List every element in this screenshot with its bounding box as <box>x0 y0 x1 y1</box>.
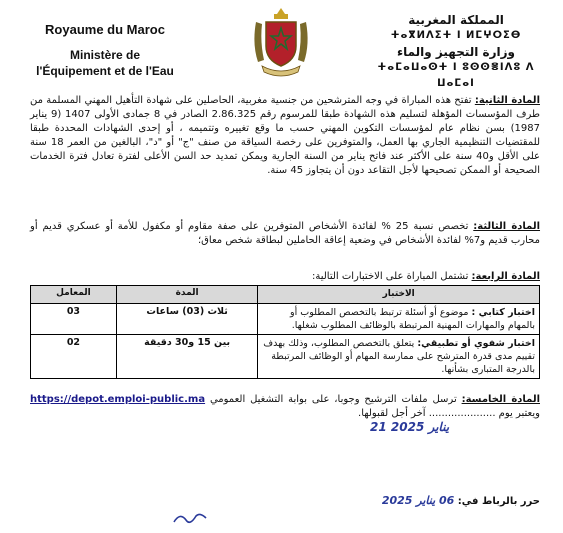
ministry-tifinagh: ⵜⴰⵎⴰⵡⴰⵙⵜ ⵏ ⵓⵙⵙⴻⵏⴷⵓ ⴷ ⵡⴰⵎⴰⵏ <box>377 62 535 89</box>
place-date-handwritten: 06 يناير 2025 <box>381 494 455 507</box>
article-3-title: المادة الثالثة: <box>473 221 541 232</box>
test-label: اختبار كتابي : <box>471 307 535 318</box>
article-5-title: المادة الخامسة: <box>461 394 540 405</box>
article-4-title: المادة الرابعة: <box>471 271 540 282</box>
article-5-text-before: ترسل ملفات الترشيح وجوبا، على بوابة التشغيل العمومي <box>209 394 457 405</box>
cell-test <box>258 304 540 335</box>
table-row <box>31 304 540 335</box>
ministry-fr-line1: Ministère de <box>69 48 141 62</box>
cell-duration: ثلاث (03) ساعات <box>116 304 258 335</box>
kingdom-fr: Royaume du Maroc <box>45 22 165 37</box>
header-left <box>30 22 180 79</box>
test-description: يتعلق بالتخصص المطلوب، وذلك بهدف تقييم مدى قدرة المترشح على ممارسة المهام أو الوظائف المرتبطة بالدرجة المتبارى بشأنها. <box>263 338 535 375</box>
cell-duration: بين 15 و30 دقيقة <box>116 335 258 379</box>
kingdom-ar: المملكة المغربية <box>408 13 504 27</box>
ministry-fr-line2: l'Équipement et de l'Eau <box>36 64 174 78</box>
exams-table-header <box>31 286 540 304</box>
ministry-ar: وزارة التجهيز والماء <box>396 45 516 59</box>
test-description: موضوع أو أسئلة ترتبط بالتخصص المطلوب أو بالمهام والمهارات المهنية المرتبطة بالوظائف المطلوب شغلها. <box>290 307 535 331</box>
article-4-text: تشتمل المباراة على الاختبارات التالية: <box>311 271 469 282</box>
article-3 <box>30 220 540 248</box>
header-duration: المدة <box>116 286 258 304</box>
exams-table <box>30 285 540 379</box>
header-coefficient: المعامل <box>31 286 117 304</box>
cell-coefficient: 02 <box>31 335 117 379</box>
header-right <box>371 12 541 92</box>
test-label: اختبار شفوي أو تطبيقي: <box>417 338 535 349</box>
table-row <box>31 335 540 379</box>
article-3-text: تخصص نسبة 25 % لفائدة الأشخاص المتوفرين على صفة مقاوم أو مكفول للأمة أو عسكري قديم أو محارب قديم و7% لفائدة الأشخاص في وضعية إعاقة الحاملين لبطاقة شخص معاق؛ <box>30 221 540 246</box>
place-date-prefix: حرر بالرباط في: <box>457 496 540 507</box>
coat-of-arms-icon <box>248 4 314 78</box>
cell-coefficient: 03 <box>31 304 117 335</box>
article-5-text-after: ويعتبر يوم ..................... آخر أجل لقبولها. <box>358 408 540 419</box>
cell-test <box>258 335 540 379</box>
article-2 <box>30 94 540 178</box>
article-2-text: تفتح هذه المباراة في وجه المترشحين من جنسية مغربية، الحاصلين على شهادة التأهيل المهني المسلمة من طرف المؤسسات المؤهلة لتسليم هذه الشهادة طبقا للمرسوم رقم 2.86.325 الصادر في 8 جمادى الأولى 1407 (9 يناير 1987) بسن نظام عام لمؤسسات التكوين المهني حسب ما وقع تغييره وتتميمه ، أو إحدى الشهادات المحددة طبقا للمقتضيات التنظيمية الجاري بها العمل، والمتوفرين على رخصة السياقة من صنف "ج" أو "د"، البالغين من العمر 18 سنة على الأقل و40 سنة على الأكثر عند فاتح يناير من السنة الجارية ويمكن تمديد حد السن الأعلى لفترة تعادل فترة الخدمات الصحيحة أو الممكن تصحيحها لأجل التقاعد دون أن يتجاوز 45 سنة. <box>30 95 541 176</box>
article-2-title: المادة الثانية: <box>474 95 540 106</box>
article-4 <box>30 270 540 284</box>
employment-portal-link[interactable]: https://depot.emploi-public.ma <box>30 394 206 405</box>
kingdom-tifinagh: ⵜⴰⴳⵍⴷⵉⵜ ⵏ ⵍⵎⵖⵔⵉⴱ <box>390 30 522 41</box>
signature-icon <box>170 510 210 528</box>
article-5 <box>30 393 540 421</box>
header-test: الاختبار <box>258 286 540 304</box>
handwritten-deadline: 21 يناير 2025 <box>370 420 450 434</box>
place-date <box>240 494 540 507</box>
